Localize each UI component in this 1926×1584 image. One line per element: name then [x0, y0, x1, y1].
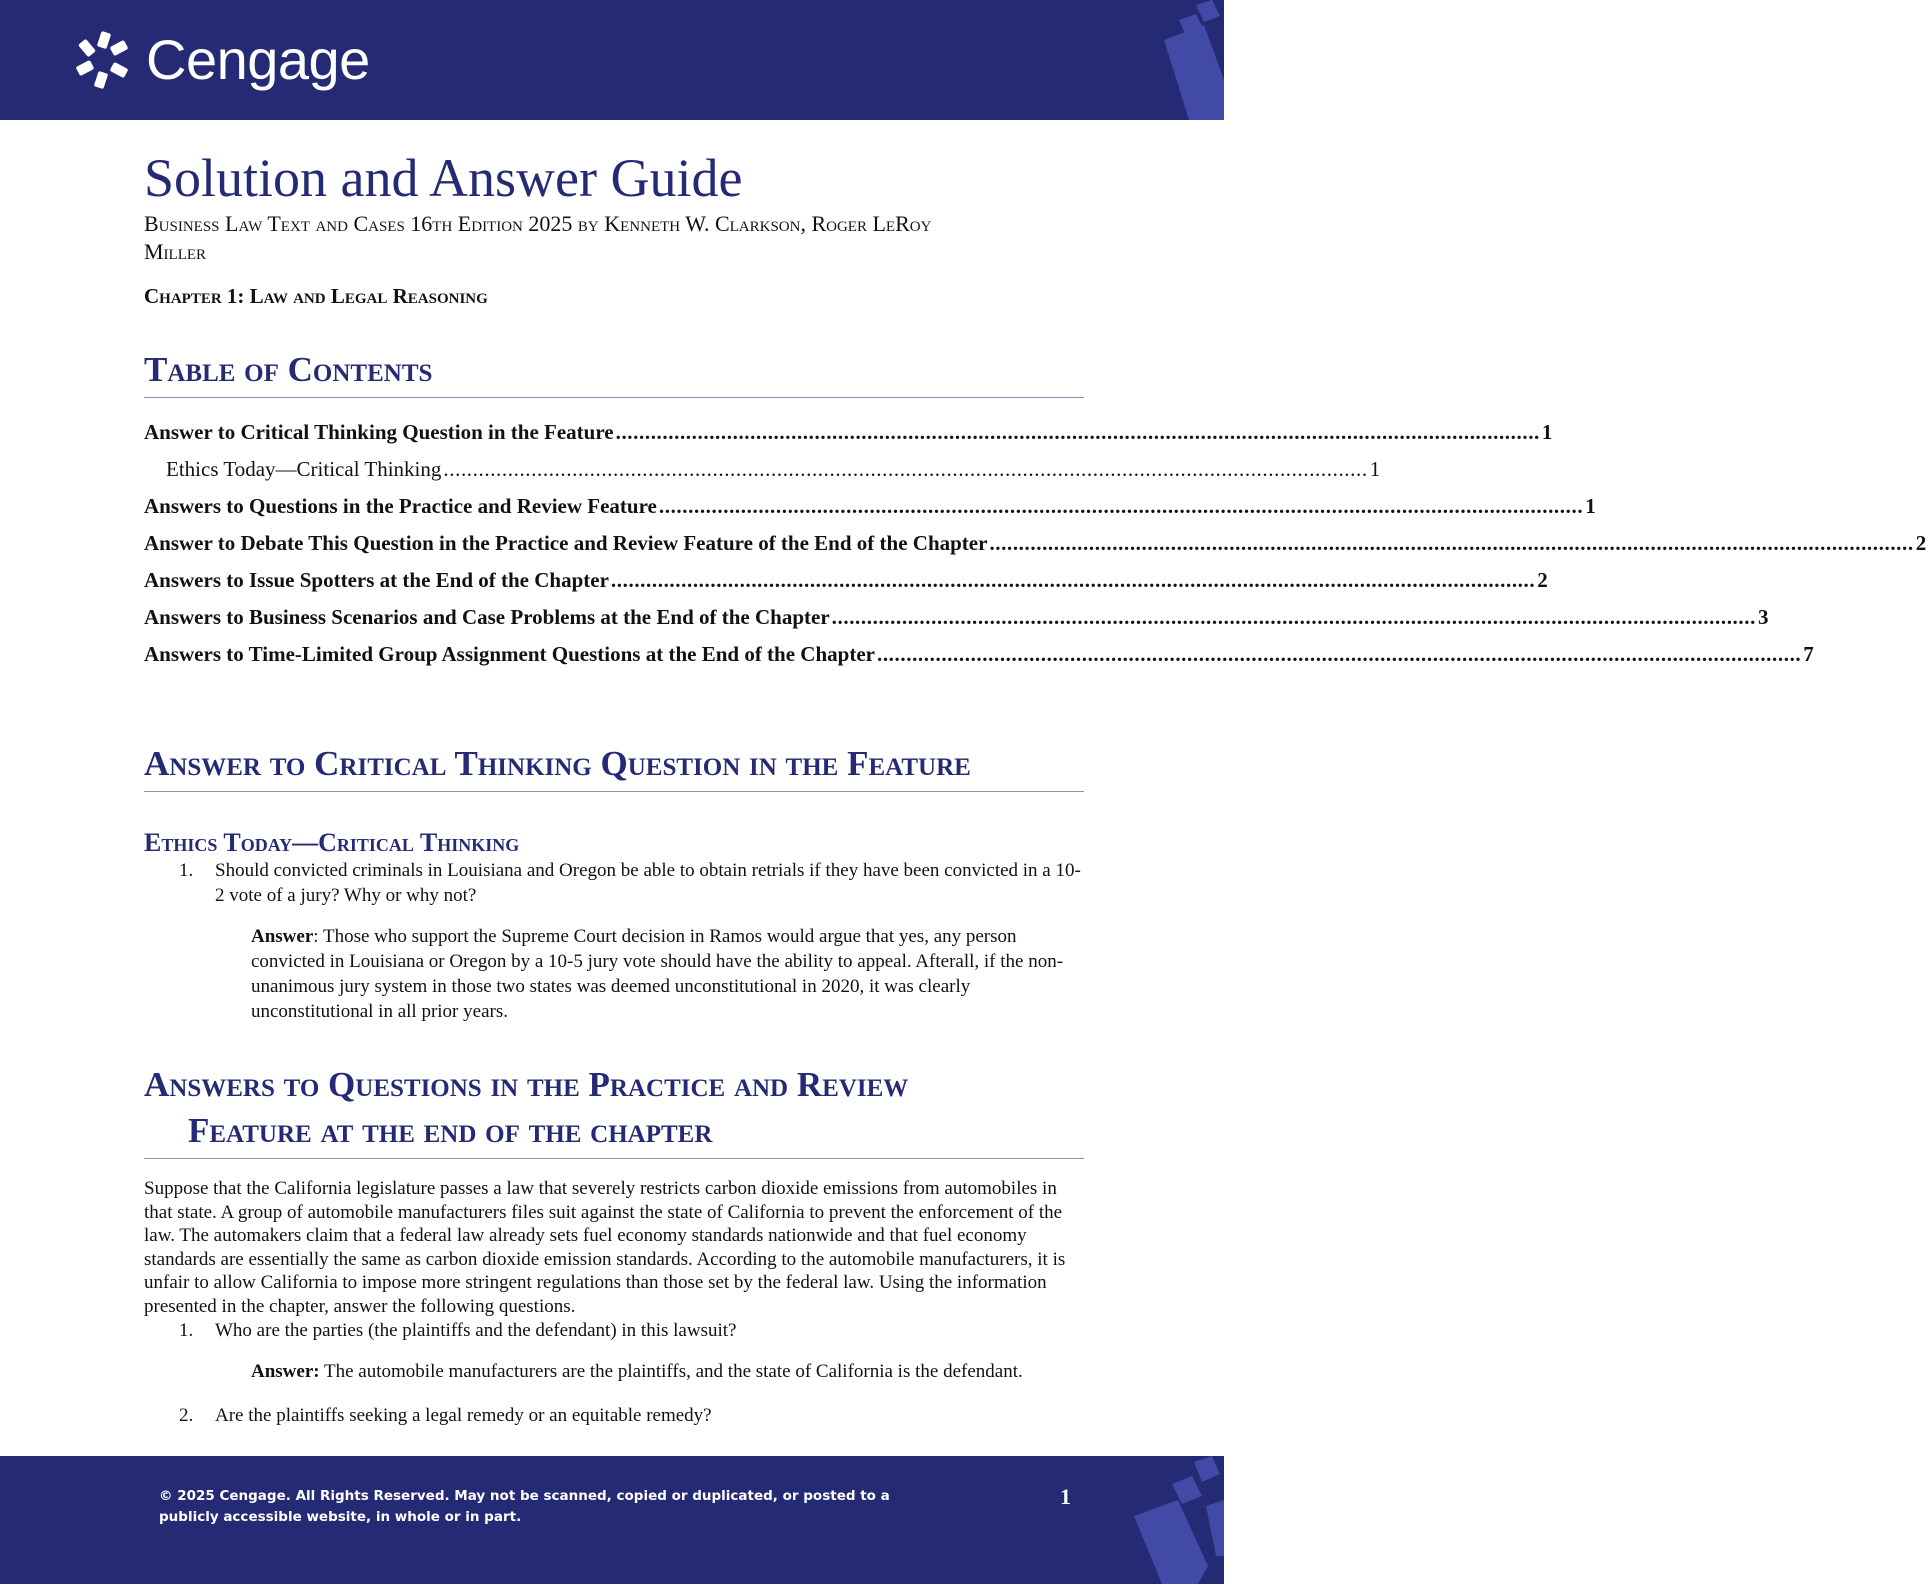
answer-paragraph [251, 1359, 1084, 1384]
page-number: 1 [1060, 1484, 1071, 1509]
toc-entry[interactable] [144, 525, 1926, 562]
toc-entry-title: Answer to Critical Thinking Question in the Feature [144, 420, 614, 444]
question-text: Who are the parties (the plaintiffs and the defendant) in this lawsuit? [215, 1320, 737, 1341]
question-list [144, 1318, 1084, 1343]
question-list [144, 1403, 1084, 1428]
toc-entry-page: 1 [1541, 420, 1553, 444]
section-heading-practice-review [144, 1062, 1084, 1159]
section-heading-line-1: Answers to Questions in the Practice and Review [144, 1065, 909, 1104]
toc-leader-dots: .............................................................................................................................................................. [831, 605, 1756, 629]
toc-leader-dots: .............................................................................................................................................................. [658, 494, 1584, 518]
section-heading-critical-thinking: Answer to Critical Thinking Question in the Feature [144, 741, 1084, 792]
toc-entry-page: 3 [1757, 605, 1769, 629]
toc-leader-dots: .............................................................................................................................................................. [615, 420, 1540, 444]
document-subtitle [144, 210, 1084, 266]
toc-entry-page: 2 [1537, 568, 1548, 592]
question-item [144, 1403, 1084, 1428]
page-header [0, 0, 1224, 120]
toc-entry-page: 1 [1369, 457, 1381, 481]
subtitle-line-2: Miller [144, 239, 207, 264]
toc-entry[interactable] [144, 451, 1381, 488]
answer-text: : Those who support the Supreme Court decision in Ramos would argue that yes, any person convicted in Louisiana or Oregon by a 10-5 jury vote should have the ability to appeal. Afterall, if the non-unanimous jury system in those two states was deemed unconstitutional in 2020, it was clearly unconstitutional in all prior years. [251, 926, 1064, 1022]
toc-entry[interactable] [144, 599, 1769, 636]
toc-entry-page: 7 [1803, 642, 1814, 666]
toc-entry-title: Answers to Issue Spotters at the End of the Chapter [144, 568, 609, 592]
page-footer [0, 1456, 1224, 1584]
toc-entry-title: Answers to Business Scenarios and Case Problems at the End of the Chapter [144, 605, 830, 629]
question-text: Should convicted criminals in Louisiana and Oregon be able to obtain retrials if they have been convicted in a 10-2 vote of a jury? Why or why not? [215, 860, 1081, 906]
scenario-paragraph: Suppose that the California legislature passes a law that severely restricts carbon dioxide emissions from automobiles in that state. A group of automobile manufacturers files suit against the state of California to prevent the enforcement of the law. The automakers claim that a federal law already sets fuel economy standards nationwide and that fuel economy standards are essentially the same as carbon dioxide emission standards. According to the automobile manufacturers, it is unfair to allow California to impose more stringent regulations than those set by the federal law. Using the information presented in the chapter, answer the following questions. [144, 1178, 1066, 1317]
subtitle-line-1: Business Law Text and Cases 16th Edition 2025 by Kenneth W. Clarkson, Roger LeRoy [144, 211, 932, 236]
toc-leader-dots: .............................................................................................................................................................. [443, 457, 1368, 481]
toc-entry-title: Answers to Questions in the Practice and Review Feature [144, 494, 657, 518]
toc-entry-title: Ethics Today—Critical Thinking [166, 457, 442, 481]
cengage-logo [74, 30, 370, 90]
answer-label: Answer [251, 926, 314, 947]
toc-entry[interactable] [144, 414, 1553, 451]
toc-heading: Table of Contents [144, 347, 1084, 398]
question-text: Are the plaintiffs seeking a legal remedy or an equitable remedy? [215, 1405, 712, 1426]
brand-name: Cengage [146, 28, 370, 91]
question-number: 1. [179, 1320, 194, 1341]
section-heading-line-2: Feature at the end of the chapter [188, 1111, 713, 1150]
cengage-logo-mark-icon [74, 30, 134, 90]
header-decoration-shape [1134, 0, 1224, 120]
subsection-heading-ethics-today: Ethics Today—Critical Thinking [144, 828, 520, 857]
toc-leader-dots: .............................................................................................................................................................. [989, 531, 1914, 555]
toc-entry-page: 1 [1585, 494, 1596, 518]
answer-paragraph [251, 924, 1084, 1024]
table-of-contents [144, 414, 1926, 673]
question-item [144, 1318, 1084, 1343]
question-number: 1. [179, 860, 194, 881]
toc-entry-page: 2 [1915, 531, 1926, 555]
toc-entry[interactable] [144, 562, 1548, 599]
answer-label: Answer: [251, 1361, 320, 1382]
page-content [144, 146, 1926, 1428]
question-number: 2. [179, 1405, 194, 1426]
toc-entry-title: Answer to Debate This Question in the Practice and Review Feature of the End of the Chapter [144, 531, 988, 555]
toc-entry[interactable] [144, 636, 1814, 673]
answer-text: The automobile manufacturers are the plaintiffs, and the state of California is the defendant. [319, 1361, 1023, 1382]
footer-decoration-shape [1128, 1456, 1224, 1584]
toc-leader-dots: .............................................................................................................................................................. [610, 568, 1536, 592]
question-list [144, 858, 1084, 908]
copyright-notice: © 2025 Cengage. All Rights Reserved. May not be scanned, copied or duplicated, or posted to a publicly accessible website, in whole or in part. [159, 1488, 890, 1525]
toc-entry[interactable] [144, 488, 1596, 525]
chapter-title: Chapter 1: Law and Legal Reasoning [144, 284, 488, 308]
toc-leader-dots: .............................................................................................................................................................. [876, 642, 1802, 666]
toc-entry-title: Answers to Time-Limited Group Assignment Questions at the End of the Chapter [144, 642, 875, 666]
document-title: Solution and Answer Guide [144, 148, 743, 208]
question-item [144, 858, 1084, 908]
